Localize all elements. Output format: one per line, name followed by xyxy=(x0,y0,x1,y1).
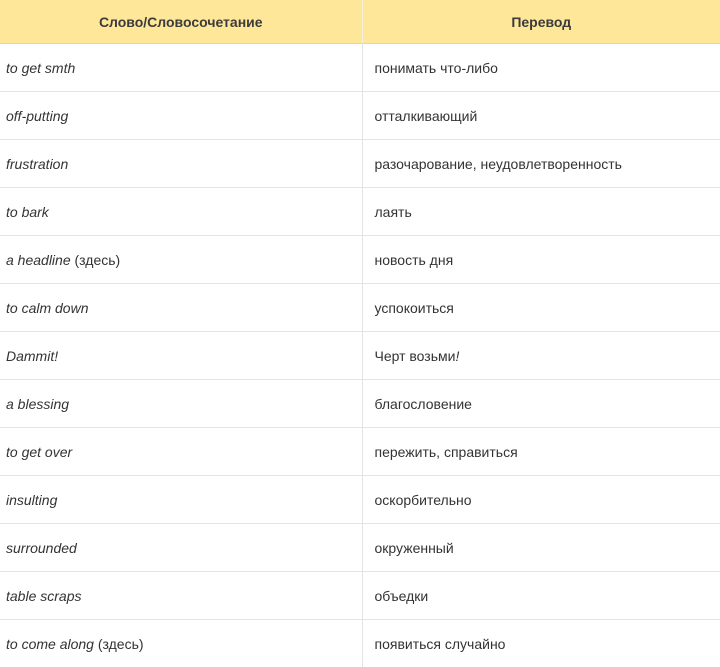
word-cell xyxy=(0,332,362,380)
word-cell xyxy=(0,428,362,476)
translation-text: окруженный xyxy=(375,540,454,556)
table-row xyxy=(0,140,720,188)
translation-text: отталкивающий xyxy=(375,108,478,124)
word-text: off-putting xyxy=(6,108,68,124)
translation-cell xyxy=(362,572,720,620)
column-header-translation: Перевод xyxy=(362,0,720,44)
table-row xyxy=(0,476,720,524)
word-text: a blessing xyxy=(6,396,69,412)
translation-text: оскорбительно xyxy=(375,492,472,508)
word-text: to calm down xyxy=(6,300,88,316)
translation-cell xyxy=(362,620,720,667)
word-text: to come along xyxy=(6,636,94,652)
translation-cell xyxy=(362,284,720,332)
table-row xyxy=(0,44,720,92)
translation-cell xyxy=(362,380,720,428)
word-cell xyxy=(0,524,362,572)
translation-text: лаять xyxy=(375,204,412,220)
translation-text: новость дня xyxy=(375,252,454,268)
translation-cell xyxy=(362,476,720,524)
translation-cell xyxy=(362,236,720,284)
table-row xyxy=(0,524,720,572)
translation-cell xyxy=(362,332,720,380)
table-row xyxy=(0,428,720,476)
word-cell xyxy=(0,188,362,236)
word-cell xyxy=(0,284,362,332)
table-row xyxy=(0,332,720,380)
table-row xyxy=(0,92,720,140)
word-cell xyxy=(0,140,362,188)
word-cell xyxy=(0,44,362,92)
table-row xyxy=(0,380,720,428)
word-cell xyxy=(0,620,362,667)
word-note: (здесь) xyxy=(71,252,121,268)
column-header-word: Слово/Словосочетание xyxy=(0,0,362,44)
translation-cell xyxy=(362,524,720,572)
translation-text: успокоиться xyxy=(375,300,454,316)
word-text: table scraps xyxy=(6,588,81,604)
word-cell xyxy=(0,380,362,428)
translation-text: разочарование, неудовлетворенность xyxy=(375,156,622,172)
word-text: frustration xyxy=(6,156,68,172)
word-text: Dammit! xyxy=(6,348,58,364)
translation-cell xyxy=(362,428,720,476)
word-cell xyxy=(0,92,362,140)
word-text: to get over xyxy=(6,444,72,460)
translation-cell xyxy=(362,44,720,92)
table-row xyxy=(0,236,720,284)
word-text: to bark xyxy=(6,204,49,220)
table-row xyxy=(0,620,720,667)
translation-text: Черт возьми xyxy=(375,348,456,364)
table-header xyxy=(0,0,720,44)
word-text: a headline xyxy=(6,252,71,268)
table-row xyxy=(0,188,720,236)
translation-cell xyxy=(362,140,720,188)
translation-text: понимать что-либо xyxy=(375,60,498,76)
word-text: surrounded xyxy=(6,540,77,556)
table-row xyxy=(0,572,720,620)
translation-cell xyxy=(362,92,720,140)
word-note: (здесь) xyxy=(94,636,144,652)
translation-text: пережить, справиться xyxy=(375,444,518,460)
translation-text: объедки xyxy=(375,588,429,604)
table-row xyxy=(0,284,720,332)
translation-text: благословение xyxy=(375,396,472,412)
header-row xyxy=(0,0,720,44)
translation-suffix: ! xyxy=(455,348,459,364)
word-cell xyxy=(0,572,362,620)
word-text: to get smth xyxy=(6,60,75,76)
word-cell xyxy=(0,236,362,284)
translation-text: появиться случайно xyxy=(375,636,506,652)
word-text: insulting xyxy=(6,492,57,508)
translation-cell xyxy=(362,188,720,236)
word-cell xyxy=(0,476,362,524)
table-body xyxy=(0,44,720,667)
